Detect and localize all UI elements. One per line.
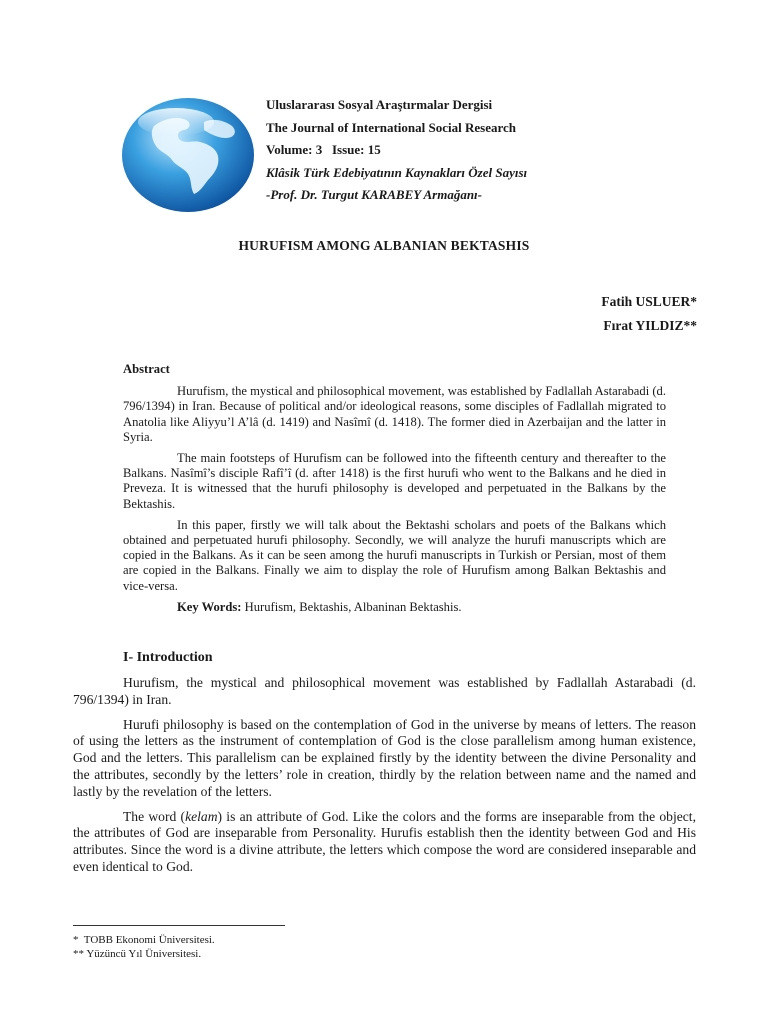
article-title: HURUFISM AMONG ALBANIAN BEKTASHIS — [238, 238, 530, 253]
term-kelam: kelam — [185, 808, 218, 824]
footnote-2: ** Yüzüncü Yıl Üniversitesi. — [73, 948, 202, 960]
footnotes — [73, 933, 215, 961]
festschrift-line: -Prof. Dr. Turgut KARABEY Armağanı- — [266, 187, 482, 202]
abstract-section — [123, 362, 666, 615]
abstract-heading: Abstract — [123, 362, 170, 376]
journal-name-en: The Journal of International Social Research — [266, 119, 517, 135]
globe-logo — [120, 96, 256, 214]
author-1: Fatih USLUER* — [601, 294, 697, 309]
abstract-paragraph: Hurufism, the mystical and philosophical movement, was established by Fadlallah Astarabadi (d. 796/1394) in Iran. Because of political and/or ideological reasons, some disciples of Fadlallah migrated to Anatolia like Aliyyu’l A’lâ (d. 1419) and Nasîmî (d. 1418). The former died in Azerbaijan and the latter in Syria. — [123, 384, 666, 444]
footnote-divider — [73, 925, 285, 926]
journal-header — [266, 94, 527, 207]
footnote-1: * TOBB Ekonomi Üniversitesi. — [73, 934, 215, 946]
section-heading-introduction: I- Introduction — [123, 650, 213, 665]
keywords — [123, 600, 666, 615]
body-paragraph: Hurufi philosophy is based on the contemplation of God in the universe by means of letters. The reason of using the letters as the instrument of contemplation of God is the close parallelism among human existence, God and the letters. This parallelism can be explained firstly by the identity between the divine Personality and the attributes, secondly by the letters’ role in creation, thirdly by the relation between name and the named and lastly by the revelation of the letters. — [73, 716, 696, 799]
journal-name-tr: Uluslararası Sosyal Araştırmalar Dergisi — [266, 97, 493, 112]
keywords-text: Hurufism, Bektashis, Albaninan Bektashis. — [244, 599, 462, 614]
body-paragraph: Hurufism, the mystical and philosophical movement was established by Fadlallah Astarabadi (d. 796/1394) in Iran. — [73, 675, 696, 707]
p3-rest: ) is an attribute of God. Like the colors and the forms are inseparable from the object, the attributes of God are inseparable from Personality. Hurufis establish then the identity between God and His attributes. Since the word is a divine attribute, the letters which compose the word are considered inseparable and even identical to God. — [73, 808, 696, 874]
author-2: Fırat YILDIZ** — [603, 318, 697, 333]
author-list — [601, 290, 697, 338]
volume-issue: Volume: 3 Issue: 15 — [266, 142, 381, 157]
abstract-paragraph: In this paper, firstly we will talk about the Bektashi scholars and poets of the Balkans which obtained and perpetuated hurufi philosophy. Secondly, we will analyze the hurufi manuscripts which are copied in the Balkans. As it can be seen among the hurufi manuscripts in Turkish or Persian, most of them are copied in the Balkans. Finally we aim to display the role of Hurufism among Balkan Bektashis and vice-versa. — [123, 517, 666, 593]
keywords-label: Key Words: — [177, 599, 242, 614]
body-paragraph — [73, 809, 696, 876]
special-issue: Klâsik Türk Edebiyatının Kaynakları Özel Sayısı — [266, 164, 528, 180]
p3-start: The word ( — [123, 808, 186, 824]
abstract-paragraph: The main footsteps of Hurufism can be followed into the fifteenth century and thereafter to the Balkans. Nasîmî’s disciple Rafî’î (d. after 1418) is the first hurufi who went to the Balkans and he died in Preveza. It is witnessed that the hurufi philosophy is developed and perpetuated in the Balkans by the Bektashis. — [123, 451, 666, 511]
introduction-body — [73, 675, 696, 884]
